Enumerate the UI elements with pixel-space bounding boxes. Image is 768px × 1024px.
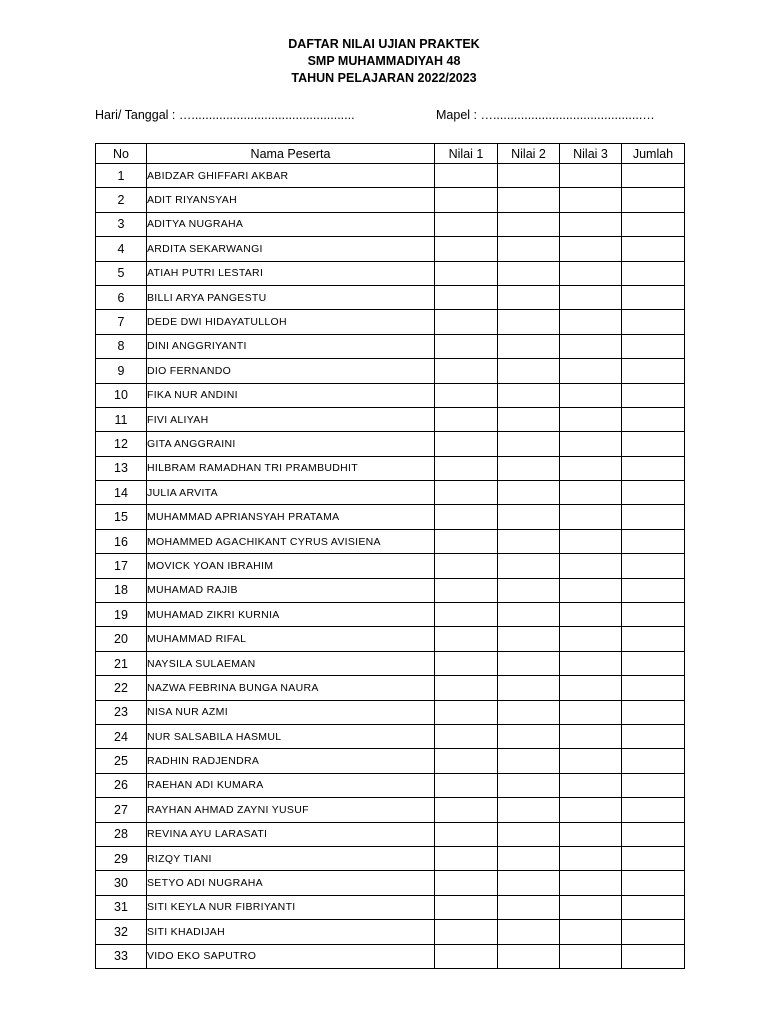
total-cell xyxy=(622,773,685,797)
total-cell xyxy=(622,822,685,846)
row-number: 21 xyxy=(96,651,147,675)
participant-name: NUR SALSABILA HASMUL xyxy=(147,724,435,748)
row-number: 14 xyxy=(96,481,147,505)
score-1-cell xyxy=(435,944,498,968)
participant-name: ATIAH PUTRI LESTARI xyxy=(147,261,435,285)
total-cell xyxy=(622,285,685,309)
score-1-cell xyxy=(435,627,498,651)
row-number: 10 xyxy=(96,383,147,407)
score-3-cell xyxy=(560,578,622,602)
total-cell xyxy=(622,895,685,919)
participant-name: NAZWA FEBRINA BUNGA NAURA xyxy=(147,676,435,700)
total-cell xyxy=(622,749,685,773)
total-cell xyxy=(622,334,685,358)
row-number: 9 xyxy=(96,359,147,383)
score-1-cell xyxy=(435,529,498,553)
table-row xyxy=(96,895,685,919)
row-number: 23 xyxy=(96,700,147,724)
participant-name: FIKA NUR ANDINI xyxy=(147,383,435,407)
table-row xyxy=(96,846,685,870)
score-3-cell xyxy=(560,359,622,383)
participant-name: RIZQY TIANI xyxy=(147,846,435,870)
table-row xyxy=(96,456,685,480)
total-cell xyxy=(622,944,685,968)
score-3-cell xyxy=(560,895,622,919)
total-cell xyxy=(622,920,685,944)
score-3-cell xyxy=(560,164,622,188)
score-3-cell xyxy=(560,724,622,748)
score-1-cell xyxy=(435,773,498,797)
column-header-name: Nama Peserta xyxy=(147,144,435,164)
score-1-cell xyxy=(435,481,498,505)
score-2-cell xyxy=(498,237,560,261)
score-2-cell xyxy=(498,310,560,334)
score-3-cell xyxy=(560,188,622,212)
score-3-cell xyxy=(560,798,622,822)
row-number: 2 xyxy=(96,188,147,212)
table-row xyxy=(96,773,685,797)
table-row xyxy=(96,651,685,675)
row-number: 30 xyxy=(96,871,147,895)
participant-name: NAYSILA SULAEMAN xyxy=(147,651,435,675)
score-1-cell xyxy=(435,749,498,773)
score-1-cell xyxy=(435,603,498,627)
participant-name: DIO FERNANDO xyxy=(147,359,435,383)
score-2-cell xyxy=(498,578,560,602)
score-2-cell xyxy=(498,432,560,456)
score-1-cell xyxy=(435,188,498,212)
participant-name: ADIT RIYANSYAH xyxy=(147,188,435,212)
participant-name: DINI ANGGRIYANTI xyxy=(147,334,435,358)
table-row xyxy=(96,261,685,285)
row-number: 7 xyxy=(96,310,147,334)
row-number: 6 xyxy=(96,285,147,309)
score-3-cell xyxy=(560,505,622,529)
participant-name: ADITYA NUGRAHA xyxy=(147,212,435,236)
score-2-cell xyxy=(498,603,560,627)
score-2-cell xyxy=(498,822,560,846)
participant-name: NISA NUR AZMI xyxy=(147,700,435,724)
row-number: 11 xyxy=(96,407,147,431)
column-header-score-2: Nilai 2 xyxy=(498,144,560,164)
score-1-cell xyxy=(435,212,498,236)
score-3-cell xyxy=(560,310,622,334)
row-number: 29 xyxy=(96,846,147,870)
total-cell xyxy=(622,676,685,700)
score-1-cell xyxy=(435,651,498,675)
score-2-cell xyxy=(498,359,560,383)
score-2-cell xyxy=(498,334,560,358)
score-3-cell xyxy=(560,456,622,480)
participant-name: BILLI ARYA PANGESTU xyxy=(147,285,435,309)
row-number: 17 xyxy=(96,554,147,578)
participant-name: VIDO EKO SAPUTRO xyxy=(147,944,435,968)
score-3-cell xyxy=(560,481,622,505)
score-3-cell xyxy=(560,700,622,724)
participant-name: ABIDZAR GHIFFARI AKBAR xyxy=(147,164,435,188)
table-row xyxy=(96,334,685,358)
score-1-cell xyxy=(435,285,498,309)
row-number: 28 xyxy=(96,822,147,846)
total-cell xyxy=(622,407,685,431)
score-2-cell xyxy=(498,676,560,700)
score-2-cell xyxy=(498,920,560,944)
score-2-cell xyxy=(498,505,560,529)
score-3-cell xyxy=(560,407,622,431)
participant-name: SITI KEYLA NUR FIBRIYANTI xyxy=(147,895,435,919)
table-row xyxy=(96,505,685,529)
table-row xyxy=(96,871,685,895)
participant-name: MOHAMMED AGACHIKANT CYRUS AVISIENA xyxy=(147,529,435,553)
table-row xyxy=(96,920,685,944)
score-2-cell xyxy=(498,554,560,578)
column-header-score-3: Nilai 3 xyxy=(560,144,622,164)
score-3-cell xyxy=(560,554,622,578)
row-number: 16 xyxy=(96,529,147,553)
participant-name: FIVI ALIYAH xyxy=(147,407,435,431)
row-number: 8 xyxy=(96,334,147,358)
score-3-cell xyxy=(560,529,622,553)
score-1-cell xyxy=(435,822,498,846)
participant-name: MUHAMMAD RIFAL xyxy=(147,627,435,651)
date-field: Hari/ Tanggal : …............................................... xyxy=(95,108,355,122)
table-row xyxy=(96,627,685,651)
score-1-cell xyxy=(435,871,498,895)
score-3-cell xyxy=(560,822,622,846)
academic-year: TAHUN PELAJARAN 2022/2023 xyxy=(291,71,477,85)
score-2-cell xyxy=(498,871,560,895)
participant-name: MUHAMAD ZIKRI KURNIA xyxy=(147,603,435,627)
table-row xyxy=(96,724,685,748)
score-1-cell xyxy=(435,554,498,578)
total-cell xyxy=(622,383,685,407)
score-3-cell xyxy=(560,383,622,407)
score-1-cell xyxy=(435,724,498,748)
score-3-cell xyxy=(560,749,622,773)
total-cell xyxy=(622,432,685,456)
row-number: 26 xyxy=(96,773,147,797)
table-row xyxy=(96,578,685,602)
participant-name: JULIA ARVITA xyxy=(147,481,435,505)
score-2-cell xyxy=(498,700,560,724)
document-title: DAFTAR NILAI UJIAN PRAKTEK xyxy=(288,37,480,51)
score-2-cell xyxy=(498,481,560,505)
score-1-cell xyxy=(435,407,498,431)
participant-name: GITA ANGGRAINI xyxy=(147,432,435,456)
total-cell xyxy=(622,724,685,748)
table-row xyxy=(96,481,685,505)
table-row xyxy=(96,432,685,456)
row-number: 5 xyxy=(96,261,147,285)
score-1-cell xyxy=(435,164,498,188)
table-row xyxy=(96,700,685,724)
score-2-cell xyxy=(498,798,560,822)
total-cell xyxy=(622,505,685,529)
total-cell xyxy=(622,554,685,578)
table-row xyxy=(96,285,685,309)
row-number: 27 xyxy=(96,798,147,822)
total-cell xyxy=(622,310,685,334)
score-1-cell xyxy=(435,798,498,822)
score-2-cell xyxy=(498,944,560,968)
participant-name: MUHAMAD RAJIB xyxy=(147,578,435,602)
column-header-total: Jumlah xyxy=(622,144,685,164)
score-1-cell xyxy=(435,700,498,724)
score-2-cell xyxy=(498,773,560,797)
row-number: 25 xyxy=(96,749,147,773)
participant-name: RADHIN RADJENDRA xyxy=(147,749,435,773)
table-row xyxy=(96,407,685,431)
total-cell xyxy=(622,871,685,895)
table-row xyxy=(96,554,685,578)
participant-name: DEDE DWI HIDAYATULLOH xyxy=(147,310,435,334)
table-row xyxy=(96,944,685,968)
grades-table xyxy=(95,143,685,969)
row-number: 12 xyxy=(96,432,147,456)
score-3-cell xyxy=(560,627,622,651)
score-3-cell xyxy=(560,212,622,236)
score-3-cell xyxy=(560,846,622,870)
score-2-cell xyxy=(498,529,560,553)
score-2-cell xyxy=(498,212,560,236)
table-row xyxy=(96,237,685,261)
score-2-cell xyxy=(498,164,560,188)
table-row xyxy=(96,188,685,212)
score-1-cell xyxy=(435,237,498,261)
row-number: 31 xyxy=(96,895,147,919)
total-cell xyxy=(622,212,685,236)
total-cell xyxy=(622,456,685,480)
total-cell xyxy=(622,164,685,188)
total-cell xyxy=(622,700,685,724)
score-2-cell xyxy=(498,846,560,870)
score-2-cell xyxy=(498,724,560,748)
participant-name: SITI KHADIJAH xyxy=(147,920,435,944)
total-cell xyxy=(622,188,685,212)
score-2-cell xyxy=(498,749,560,773)
total-cell xyxy=(622,359,685,383)
column-header-no: No xyxy=(96,144,147,164)
score-3-cell xyxy=(560,432,622,456)
score-2-cell xyxy=(498,285,560,309)
row-number: 33 xyxy=(96,944,147,968)
total-cell xyxy=(622,261,685,285)
total-cell xyxy=(622,237,685,261)
row-number: 1 xyxy=(96,164,147,188)
participant-name: ARDITA SEKARWANGI xyxy=(147,237,435,261)
table-row xyxy=(96,310,685,334)
total-cell xyxy=(622,846,685,870)
row-number: 3 xyxy=(96,212,147,236)
score-1-cell xyxy=(435,432,498,456)
table-row xyxy=(96,822,685,846)
participant-name: SETYO ADI NUGRAHA xyxy=(147,871,435,895)
score-1-cell xyxy=(435,676,498,700)
table-row xyxy=(96,212,685,236)
row-number: 15 xyxy=(96,505,147,529)
score-2-cell xyxy=(498,188,560,212)
participant-name: RAEHAN ADI KUMARA xyxy=(147,773,435,797)
total-cell xyxy=(622,603,685,627)
row-number: 22 xyxy=(96,676,147,700)
score-1-cell xyxy=(435,578,498,602)
row-number: 19 xyxy=(96,603,147,627)
participant-name: MOVICK YOAN IBRAHIM xyxy=(147,554,435,578)
score-2-cell xyxy=(498,456,560,480)
score-1-cell xyxy=(435,261,498,285)
score-3-cell xyxy=(560,773,622,797)
row-number: 20 xyxy=(96,627,147,651)
row-number: 32 xyxy=(96,920,147,944)
score-1-cell xyxy=(435,310,498,334)
score-2-cell xyxy=(498,895,560,919)
table-header-row xyxy=(96,144,685,164)
table-row xyxy=(96,603,685,627)
score-1-cell xyxy=(435,920,498,944)
score-2-cell xyxy=(498,407,560,431)
participant-name: RAYHAN AHMAD ZAYNI YUSUF xyxy=(147,798,435,822)
column-header-score-1: Nilai 1 xyxy=(435,144,498,164)
score-3-cell xyxy=(560,603,622,627)
score-1-cell xyxy=(435,359,498,383)
score-1-cell xyxy=(435,383,498,407)
score-2-cell xyxy=(498,383,560,407)
score-1-cell xyxy=(435,334,498,358)
participant-name: MUHAMMAD APRIANSYAH PRATAMA xyxy=(147,505,435,529)
score-3-cell xyxy=(560,334,622,358)
score-2-cell xyxy=(498,261,560,285)
score-1-cell xyxy=(435,895,498,919)
participant-name: HILBRAM RAMADHAN TRI PRAMBUDHIT xyxy=(147,456,435,480)
row-number: 18 xyxy=(96,578,147,602)
total-cell xyxy=(622,481,685,505)
table-row xyxy=(96,749,685,773)
row-number: 4 xyxy=(96,237,147,261)
document-header xyxy=(0,36,768,87)
score-1-cell xyxy=(435,456,498,480)
score-3-cell xyxy=(560,676,622,700)
total-cell xyxy=(622,627,685,651)
table-row xyxy=(96,164,685,188)
score-3-cell xyxy=(560,237,622,261)
score-3-cell xyxy=(560,871,622,895)
score-3-cell xyxy=(560,261,622,285)
total-cell xyxy=(622,651,685,675)
score-3-cell xyxy=(560,651,622,675)
score-3-cell xyxy=(560,944,622,968)
score-1-cell xyxy=(435,505,498,529)
table-row xyxy=(96,529,685,553)
total-cell xyxy=(622,578,685,602)
table-row xyxy=(96,383,685,407)
row-number: 13 xyxy=(96,456,147,480)
row-number: 24 xyxy=(96,724,147,748)
score-3-cell xyxy=(560,285,622,309)
score-3-cell xyxy=(560,920,622,944)
table-body xyxy=(96,164,685,969)
total-cell xyxy=(622,529,685,553)
score-2-cell xyxy=(498,627,560,651)
table-row xyxy=(96,798,685,822)
subject-field: Mapel : …...........................................… xyxy=(436,108,655,122)
table-row xyxy=(96,676,685,700)
school-name: SMP MUHAMMADIYAH 48 xyxy=(307,54,461,68)
table-row xyxy=(96,359,685,383)
score-2-cell xyxy=(498,651,560,675)
score-1-cell xyxy=(435,846,498,870)
participant-name: REVINA AYU LARASATI xyxy=(147,822,435,846)
total-cell xyxy=(622,798,685,822)
